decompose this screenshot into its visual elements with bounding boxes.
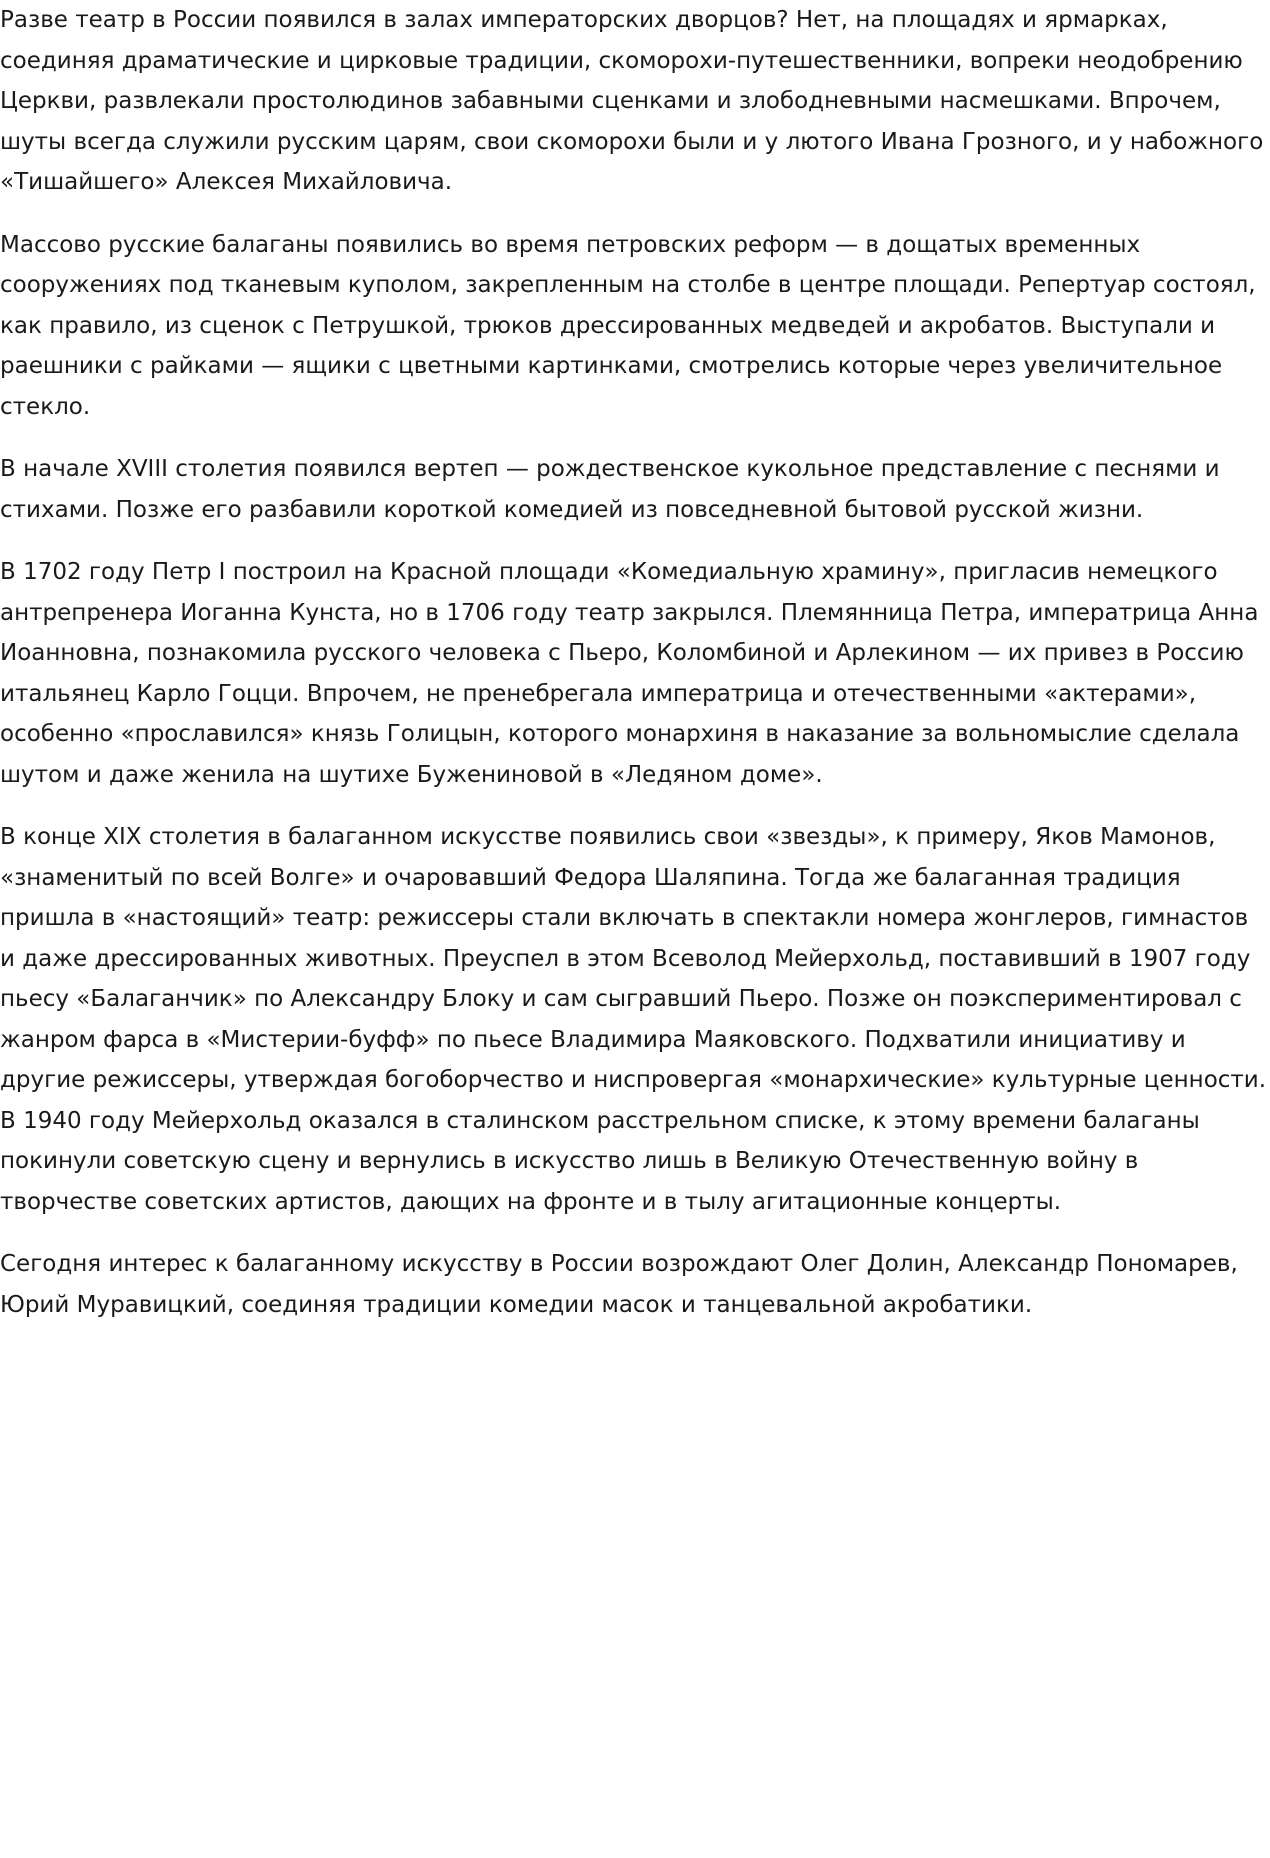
paragraph-3: В начале XVIII столетия появился вертеп — рождественское кукольное представление с песнями и стихами. Позже его разбавили короткой комедией из повседневной бытовой русской жизни. bbox=[0, 456, 1220, 523]
paragraph-2: Массово русские балаганы появились во время петровских реформ — в дощатых временных сооружениях под тканевым куполом, закрепленным на столбе в центре площади. Репертуар состоял, как правило, из сценок с Петрушкой, трюков дрессированных медведей и акробатов. Выступали и раешники с райками — ящики с цветными картинками, смотрелись которые через увеличительное стекло. bbox=[0, 231, 1256, 420]
paragraph-4: В 1702 году Петр I построил на Красной площади «Комедиальную храмину», пригласив немецкого антрепренера Иоганна Кунста, но в 1706 году театр закрылся. Племянница Петра, императрица Анна Иоанновна, познакомила русского человека с Пьеро, Коломбиной и Арлекином — их привез в Россию итальянец Карло Гоцци. Впрочем, не пренебрегала императрица и отечественными «актерами», особенно «прославился» князь Голицын, которого монархиня в наказание за вольномыслие сделала шутом и даже женила на шутихе Бужениновой в «Ледяном доме». bbox=[0, 559, 1259, 788]
paragraph-1: Разве театр в России появился в залах императорских дворцов? Нет, на площадях и ярмарках, соединяя драматические и цирковые традиции, скоморохи-путешественники, вопреки неодобрению Церкви, развлекали простолюдинов забавными сценками и злободневными насмешками. Впрочем, шуты всегда служили русским царям, свои скоморохи были и у лютого Ивана Грозного, и у набожного «Тишайшего» Алексея Михайловича. bbox=[0, 7, 1264, 195]
paragraph-6: Сегодня интерес к балаганному искусству в России возрождают Олег Долин, Александр Пономарев, Юрий Муравицкий, соединяя традиции комедии масок и танцевальной акробатики. bbox=[0, 1251, 1238, 1318]
paragraph-5: В конце XIX столетия в балаганном искусстве появились свои «звезды», к примеру, Яков Мамонов, «знаменитый по всей Волге» и очаровавший Федора Шаляпина. Тогда же балаганная традиция пришла в «настоящий» театр: режиссеры стали включать в спектакли номера жонглеров, гимнастов и даже дрессированных животных. Преуспел в этом Всеволод Мейерхольд, поставивший в 1907 году пьесу «Балаганчик» по Александру Блоку и сам сыгравший Пьеро. Позже он поэкспериментировал с жанром фарса в «Мистерии-буфф» по пьесе Владимира Маяковского. Подхватили инициативу и другие режиссеры, утверждая богоборчество и ниспровергая «монархические» культурные ценности. В 1940 году Мейерхольд оказался в сталинском расстрельном списке, к этому времени балаганы покинули советскую сцену и вернулись в искусство лишь в Великую Отечественную войну в творчестве советских артистов, дающих на фронте и в тылу агитационные концерты. bbox=[0, 824, 1267, 1215]
